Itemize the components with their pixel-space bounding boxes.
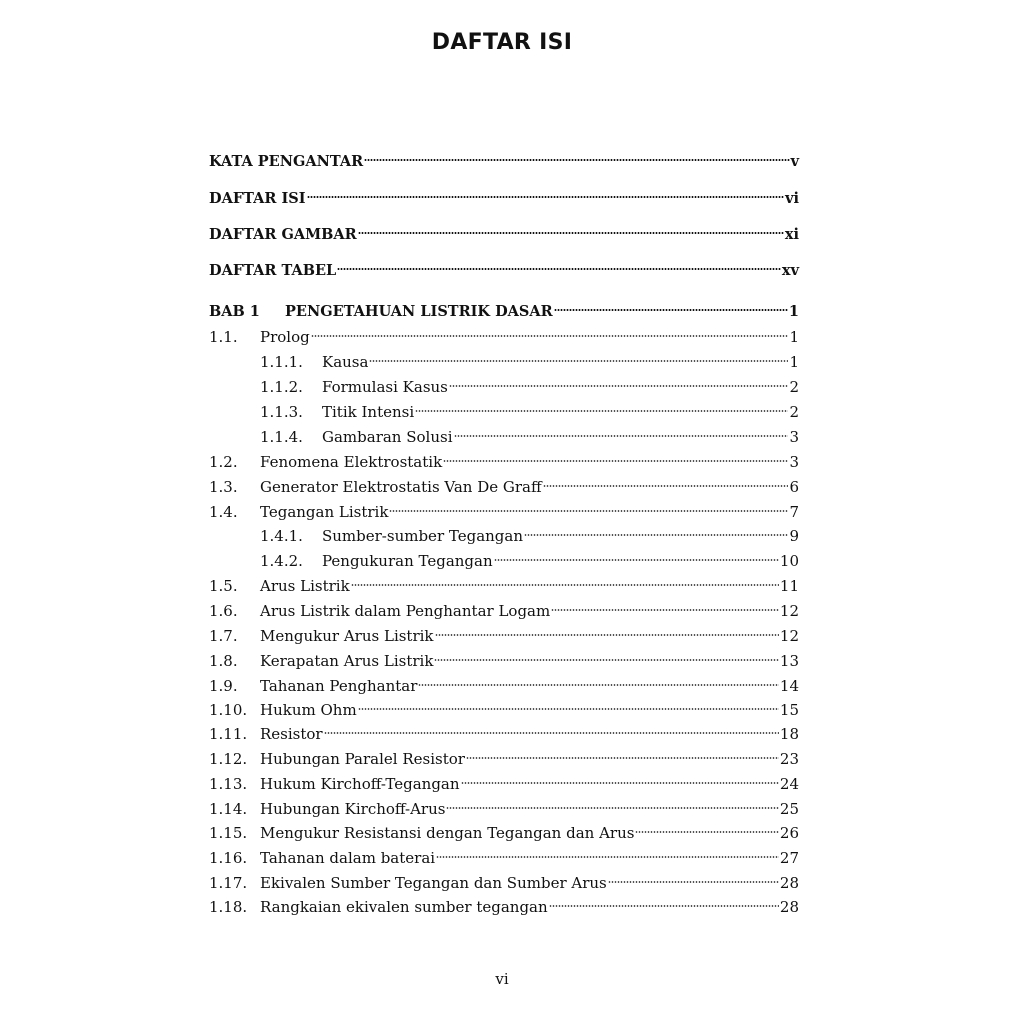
leader-dots bbox=[494, 557, 779, 563]
toc-entry-label: DAFTAR GAMBAR bbox=[209, 226, 357, 243]
leader-dots bbox=[524, 532, 788, 538]
page-number: vi bbox=[495, 970, 509, 988]
toc-entry-number: 1.12. bbox=[209, 750, 248, 768]
toc-chapter-bab-1[interactable] bbox=[209, 302, 799, 322]
toc-entry-page: 27 bbox=[779, 849, 799, 867]
leader-dots bbox=[389, 508, 788, 514]
toc-entry[interactable] bbox=[209, 873, 799, 893]
toc-entry-number: 1.3. bbox=[209, 478, 238, 496]
leader-dots bbox=[337, 266, 781, 272]
toc-entry-label: Kerapatan Arus Listrik bbox=[260, 652, 434, 670]
toc-entry-number: 1.1. bbox=[209, 328, 238, 346]
toc-entry-label: Kausa bbox=[322, 353, 369, 371]
toc-entry[interactable] bbox=[209, 352, 799, 372]
toc-entry[interactable] bbox=[209, 601, 799, 621]
toc-entry[interactable] bbox=[209, 823, 799, 843]
toc-entry-page: 28 bbox=[779, 898, 799, 916]
toc-entry[interactable] bbox=[209, 626, 799, 646]
toc-entry-daftar-isi[interactable] bbox=[209, 189, 799, 209]
leader-dots bbox=[415, 408, 788, 414]
toc-entry-number: 1.1.2. bbox=[260, 378, 303, 396]
toc-entry-label: Ekivalen Sumber Tegangan dan Sumber Arus bbox=[260, 874, 607, 892]
leader-dots bbox=[608, 879, 779, 885]
leader-dots bbox=[551, 607, 779, 613]
toc-entry-number: 1.16. bbox=[209, 849, 248, 867]
toc-entry-page: 18 bbox=[779, 725, 799, 743]
toc-entry[interactable] bbox=[209, 551, 799, 571]
toc-entry-page: 12 bbox=[779, 627, 799, 645]
toc-entry-daftar-gambar[interactable] bbox=[209, 225, 799, 245]
toc-entry-label: DAFTAR ISI bbox=[209, 190, 306, 207]
toc-entry[interactable] bbox=[209, 799, 799, 819]
leader-dots bbox=[543, 483, 789, 489]
toc-entry[interactable] bbox=[209, 327, 799, 347]
toc-entry-label: Gambaran Solusi bbox=[322, 428, 453, 446]
toc-entry-number: 1.14. bbox=[209, 800, 248, 818]
toc-entry-page: 1 bbox=[788, 303, 799, 320]
toc-entry-page: 3 bbox=[789, 428, 799, 446]
toc-entry[interactable] bbox=[209, 848, 799, 868]
toc-entry[interactable] bbox=[209, 427, 799, 447]
toc-entry[interactable] bbox=[209, 402, 799, 422]
toc-entry-label: Mengukur Arus Listrik bbox=[260, 627, 434, 645]
toc-entry[interactable] bbox=[209, 897, 799, 917]
toc-entry-number: 1.4. bbox=[209, 503, 238, 521]
toc-entry-label: Hukum Kirchoff-Tegangan bbox=[260, 775, 460, 793]
toc-entry-kata-pengantar[interactable] bbox=[209, 152, 799, 172]
toc-entry-number: 1.15. bbox=[209, 824, 248, 842]
toc-entry-label: Resistor bbox=[260, 725, 323, 743]
leader-dots bbox=[549, 903, 779, 909]
toc-entry[interactable] bbox=[209, 377, 799, 397]
leader-dots bbox=[466, 755, 779, 761]
toc-entry-page: 11 bbox=[779, 577, 799, 595]
toc-entry-number: 1.18. bbox=[209, 898, 248, 916]
toc-entry-label: Tegangan Listrik bbox=[260, 503, 389, 521]
toc-entry-number: 1.8. bbox=[209, 652, 238, 670]
toc-entry[interactable] bbox=[209, 651, 799, 671]
toc-entry-label: Arus Listrik dalam Penghantar Logam bbox=[260, 602, 551, 620]
toc-entry-number: BAB 1 bbox=[209, 303, 260, 320]
toc-entry-number: 1.6. bbox=[209, 602, 238, 620]
toc-entry-label: Arus Listrik bbox=[260, 577, 350, 595]
toc-entry-page: 14 bbox=[779, 677, 799, 695]
toc-entry-label: Tahanan dalam baterai bbox=[260, 849, 436, 867]
toc-entry-page: vi bbox=[785, 190, 799, 207]
toc-entry[interactable] bbox=[209, 676, 799, 696]
leader-dots bbox=[434, 657, 778, 663]
toc-entry-number: 1.10. bbox=[209, 701, 248, 719]
leader-dots bbox=[461, 780, 779, 786]
toc-entry-number: 1.1.4. bbox=[260, 428, 303, 446]
toc-entry[interactable] bbox=[209, 452, 799, 472]
toc-entry-page: 28 bbox=[779, 874, 799, 892]
toc-entry-number: 1.13. bbox=[209, 775, 248, 793]
leader-dots bbox=[418, 682, 779, 688]
toc-entry-page: xv bbox=[781, 262, 799, 279]
leader-dots bbox=[435, 632, 779, 638]
leader-dots bbox=[554, 307, 788, 313]
toc-entry-label: Rangkaian ekivalen sumber tegangan bbox=[260, 898, 548, 916]
toc-entry-page: 13 bbox=[779, 652, 799, 670]
toc-entry-page: 2 bbox=[789, 403, 799, 421]
toc-entry-label: Fenomena Elektrostatik bbox=[260, 453, 443, 471]
toc-entry-label: Mengukur Resistansi dengan Tegangan dan Arus bbox=[260, 824, 635, 842]
toc-entry-number: 1.9. bbox=[209, 677, 238, 695]
toc-entry-page: 25 bbox=[779, 800, 799, 818]
toc-entry-number: 1.17. bbox=[209, 874, 248, 892]
toc-entry-label: Titik Intensi bbox=[322, 403, 415, 421]
toc-entry-label: Formulasi Kasus bbox=[322, 378, 448, 396]
toc-entry-number: 1.5. bbox=[209, 577, 238, 595]
toc-entry-label: Sumber-sumber Tegangan bbox=[322, 527, 524, 545]
toc-entry-number: 1.1.1. bbox=[260, 353, 303, 371]
toc-entry-label: Tahanan Penghantar bbox=[260, 677, 418, 695]
toc-entry[interactable] bbox=[209, 477, 799, 497]
leader-dots bbox=[358, 706, 779, 712]
leader-dots bbox=[369, 358, 788, 364]
toc-entry-page: xi bbox=[784, 226, 799, 243]
toc-entry-page: 24 bbox=[779, 775, 799, 793]
leader-dots bbox=[635, 829, 778, 835]
toc-entry-label: PENGETAHUAN LISTRIK DASAR bbox=[285, 303, 553, 320]
toc-entry-page: 10 bbox=[779, 552, 799, 570]
leader-dots bbox=[358, 230, 784, 236]
toc-entry-label: Hukum Ohm bbox=[260, 701, 357, 719]
toc-entry[interactable] bbox=[209, 502, 799, 522]
toc-entry[interactable] bbox=[209, 576, 799, 596]
toc-entry-daftar-tabel[interactable] bbox=[209, 261, 799, 281]
toc-entry-page: 2 bbox=[789, 378, 799, 396]
toc-entry-label: Generator Elektrostatis Van De Graff bbox=[260, 478, 542, 496]
toc-entry[interactable] bbox=[209, 526, 799, 546]
toc-entry-page: 26 bbox=[779, 824, 799, 842]
toc-entry-page: 7 bbox=[789, 503, 799, 521]
toc-entry-number: 1.1.3. bbox=[260, 403, 303, 421]
toc-entry-label: KATA PENGANTAR bbox=[209, 153, 364, 170]
toc-entry-page: 23 bbox=[779, 750, 799, 768]
leader-dots bbox=[443, 458, 788, 464]
toc-entry-number: 1.7. bbox=[209, 627, 238, 645]
leader-dots bbox=[311, 333, 789, 339]
page-title: DAFTAR ISI bbox=[431, 30, 573, 55]
toc-entry-number: 1.2. bbox=[209, 453, 238, 471]
toc-entry-label: DAFTAR TABEL bbox=[209, 262, 337, 279]
leader-dots bbox=[364, 157, 789, 163]
toc-entry-label: Hubungan Paralel Resistor bbox=[260, 750, 465, 768]
leader-dots bbox=[324, 730, 779, 736]
leader-dots bbox=[307, 194, 785, 200]
leader-dots bbox=[436, 854, 779, 860]
leader-dots bbox=[449, 383, 789, 389]
toc-entry[interactable] bbox=[209, 749, 799, 769]
toc-entry-number: 1.4.2. bbox=[260, 552, 303, 570]
toc-entry[interactable] bbox=[209, 724, 799, 744]
toc-entry[interactable] bbox=[209, 774, 799, 794]
toc-entry-page: 6 bbox=[789, 478, 799, 496]
toc-entry-page: 1 bbox=[789, 353, 799, 371]
leader-dots bbox=[351, 582, 779, 588]
toc-entry[interactable] bbox=[209, 700, 799, 720]
toc-entry-page: 15 bbox=[779, 701, 799, 719]
toc-entry-label: Hubungan Kirchoff-Arus bbox=[260, 800, 446, 818]
toc-entry-number: 1.11. bbox=[209, 725, 248, 743]
toc-entry-page: v bbox=[790, 153, 799, 170]
toc-entry-page: 1 bbox=[789, 328, 799, 346]
toc-entry-label: Prolog bbox=[260, 328, 310, 346]
toc-entry-page: 9 bbox=[789, 527, 799, 545]
toc-entry-number: 1.4.1. bbox=[260, 527, 303, 545]
toc-entry-label: Pengukuran Tegangan bbox=[322, 552, 493, 570]
leader-dots bbox=[446, 805, 778, 811]
toc-entry-page: 12 bbox=[779, 602, 799, 620]
leader-dots bbox=[454, 433, 789, 439]
toc-entry-page: 3 bbox=[789, 453, 799, 471]
